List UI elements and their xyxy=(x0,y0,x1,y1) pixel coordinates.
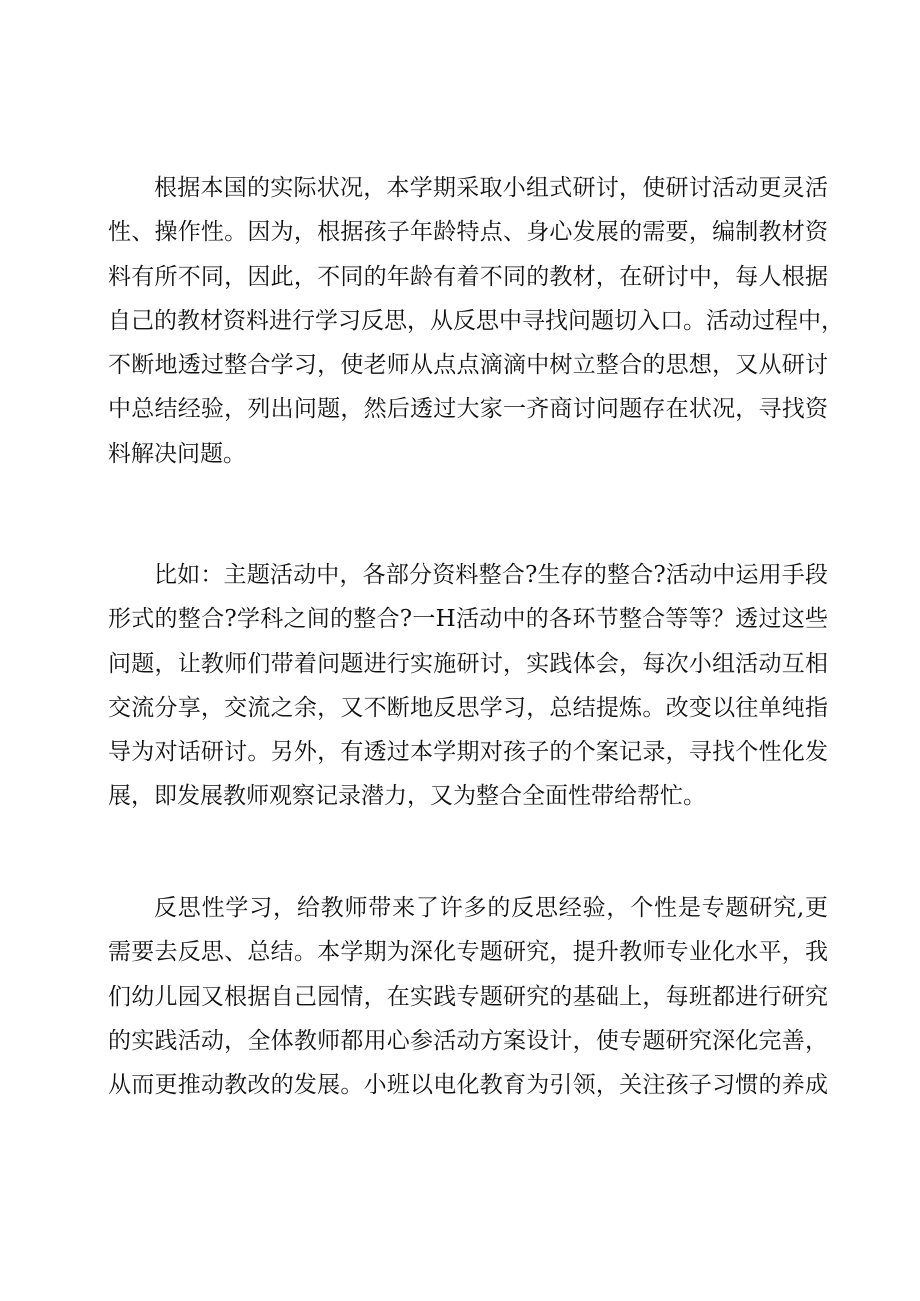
paragraph-line: 自己的教材资料进行学习反思，从反思中寻找问题切入口。活动过程中， xyxy=(108,307,844,334)
paragraph-line: 问题，让教师们带着问题进行实施研讨，实践体会，每次小组活动互相 xyxy=(108,650,828,677)
paragraph-line: 形式的整合?学科之间的整合?一H活动中的各环节整合等等？透过这些 xyxy=(108,606,828,633)
paragraph-line: 的实践活动，全体教师都用心参活动方案设计，使专题研究深化完善， xyxy=(108,1027,828,1054)
paragraph-line: 性、操作性。因为，根据孩子年龄特点、身心发展的需要，编制教材资 xyxy=(108,219,828,246)
paragraph-line: 料解决问题。 xyxy=(108,440,246,467)
paragraph-line: 根据本国的实际状况，本学期采取小组式研讨，使研讨活动更灵活 xyxy=(154,175,828,201)
paragraph-line: 料有所不同，因此，不同的年龄有着不同的教材，在研讨中，每人根据 xyxy=(108,263,828,290)
paragraph-line: 中总结经验，列出问题，然后透过大家一齐商讨问题存在状况，寻找资 xyxy=(108,396,828,423)
paragraph-line: 从而更推动教改的发展。小班以电化教育为引领，关注孩子习惯的养成 xyxy=(108,1072,828,1099)
paragraph-line: 不断地透过整合学习，使老师从点点滴滴中树立整合的思想，又从研讨 xyxy=(108,352,828,379)
paragraph-line: 导为对话研讨。另外，有透过本学期对孩子的个案记录，寻找个性化发 xyxy=(108,739,828,766)
paragraph-1 xyxy=(108,166,844,476)
paragraph-3 xyxy=(108,886,828,1107)
paragraph-line: 反思性学习，给教师带来了许多的反思经验，个性是专题研究,更 xyxy=(154,895,828,921)
paragraph-line: 比如：主题活动中，各部分资料整合?生存的整合?活动中运用手段 xyxy=(154,562,828,588)
paragraph-line: 需要去反思、总结。本学期为深化专题研究，提升教师专业化水平，我 xyxy=(108,939,828,966)
paragraph-line: 交流分享，交流之余，又不断地反思学习，总结提炼。改变以往单纯指 xyxy=(108,694,828,721)
paragraph-line: 展，即发展教师观察记录潜力，又为整合全面性带给帮忙。 xyxy=(108,783,706,810)
paragraph-line: 们幼儿园又根据自己园情，在实践专题研究的基础上，每班都进行研究 xyxy=(108,983,828,1010)
paragraph-2 xyxy=(108,553,828,819)
